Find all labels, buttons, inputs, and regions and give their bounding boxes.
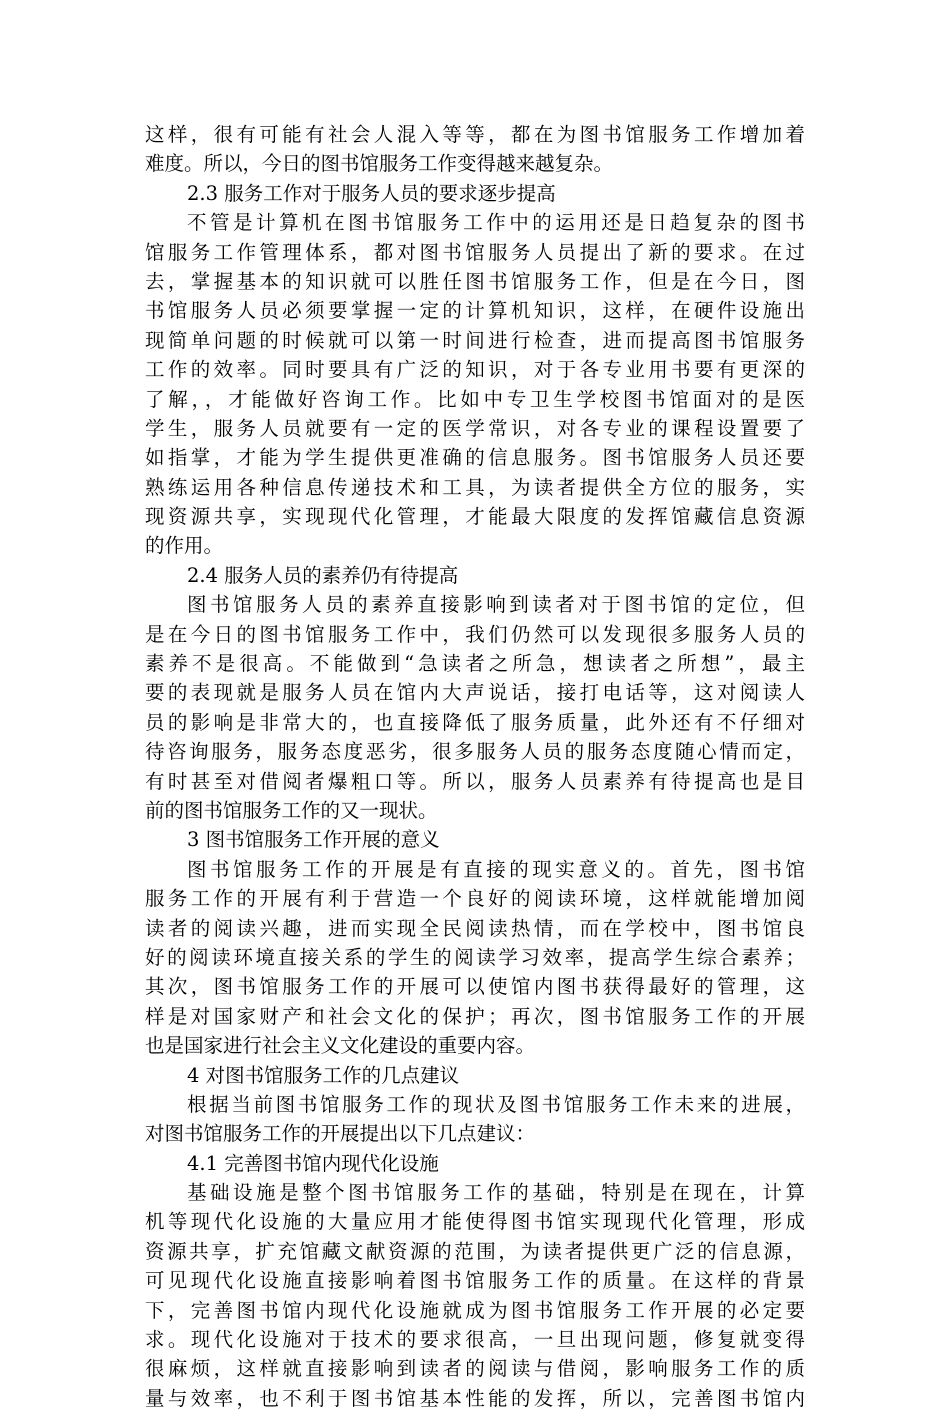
text-line: 的作用。 [145, 534, 224, 558]
text-line: 2.3 服务工作对于服务人员的要求逐步提高 [187, 181, 556, 205]
text-line: 学生，服务人员就要有一定的医学常识，对各专业的课程设置要了 [145, 416, 805, 440]
text-line: 4 对图书馆服务工作的几点建议 [187, 1063, 460, 1087]
text-line: 现简单问题的时候就可以第一时间进行检查，进而提高图书馆服务 [145, 328, 805, 352]
text-line: 可见现代化设施直接影响着图书馆服务工作的质量。在这样的背景 [145, 1269, 805, 1293]
text-line: 现资源共享，实现现代化管理，才能最大限度的发挥馆藏信息资源 [145, 505, 805, 529]
text-line: 这样，很有可能有社会人混入等等，都在为图书馆服务工作增加着 [145, 123, 805, 146]
text-line: 也是国家进行社会主义文化建设的重要内容。 [145, 1034, 536, 1058]
text-line: 员的影响是非常大的，也直接降低了服务质量，此外还有不仔细对 [145, 710, 805, 734]
text-line: 如指掌，才能为学生提供更准确的信息服务。图书馆服务人员还要 [145, 446, 805, 470]
text-line: 难度。所以，今日的图书馆服务工作变得越来越复杂。 [145, 152, 614, 176]
text-line: 待咨询服务，服务态度恶劣，很多服务人员的服务态度随心情而定， [145, 740, 805, 764]
text-line: 工作的效率。同时要具有广泛的知识，对于各专业用书要有更深的 [145, 358, 805, 382]
text-line: 量与效率，也不利于图书馆基本性能的发挥，所以，完善图书馆内 [145, 1386, 805, 1410]
text-line: 馆服务工作管理体系，都对图书馆服务人员提出了新的要求。在过 [145, 240, 805, 264]
text-line: 机等现代化设施的大量应用才能使得图书馆实现现代化管理，形成 [145, 1210, 805, 1234]
text-line: 很麻烦，这样就直接影响到读者的阅读与借阅，影响服务工作的质 [145, 1357, 805, 1381]
text-line: 求。现代化设施对于技术的要求很高，一旦出现问题，修复就变得 [145, 1328, 805, 1352]
text-line: 资源共享，扩充馆藏文献资源的范围，为读者提供更广泛的信息源， [145, 1239, 805, 1263]
text-line: 有时甚至对借阅者爆粗口等。所以，服务人员素养有待提高也是目 [145, 769, 805, 793]
text-line: 素养不是很高。不能做到“急读者之所急，想读者之所想”，最主 [145, 652, 805, 676]
document-page [145, 120, 805, 1413]
text-line: 2.4 服务人员的素养仍有待提高 [187, 563, 459, 587]
text-line: 熟练运用各种信息传递技术和工具，为读者提供全方位的服务，实 [145, 475, 805, 499]
text-line: 样是对国家财产和社会文化的保护；再次，图书馆服务工作的开展 [145, 1004, 805, 1028]
text-line: 是在今日的图书馆服务工作中，我们仍然可以发现很多服务人员的 [145, 622, 805, 646]
text-line: 书馆服务人员必须要掌握一定的计算机知识，这样，在硬件设施出 [145, 299, 805, 323]
text-line: 基础设施是整个图书馆服务工作的基础，特别是在现在，计算 [187, 1181, 805, 1205]
text-line: 要的表现就是服务人员在馆内大声说话，接打电话等，这对阅读人 [145, 681, 805, 705]
text-line: 下，完善图书馆内现代化设施就成为图书馆服务工作开展的必定要 [145, 1298, 805, 1322]
text-line: 其次，图书馆服务工作的开展可以使馆内图书获得最好的管理，这 [145, 975, 805, 999]
text-line: 前的图书馆服务工作的又一现状。 [145, 798, 438, 822]
text-line: 对图书馆服务工作的开展提出以下几点建议： [145, 1122, 536, 1146]
text-line: 了解，，才能做好咨询工作。比如中专卫生学校图书馆面对的是医 [145, 387, 805, 411]
text-line: 3 图书馆服务工作开展的意义 [187, 828, 440, 852]
text-line: 4.1 完善图书馆内现代化设施 [187, 1151, 439, 1175]
text-line: 去，掌握基本的知识就可以胜任图书馆服务工作，但是在今日，图 [145, 269, 805, 293]
text-line: 图书馆服务人员的素养直接影响到读者对于图书馆的定位，但 [187, 593, 805, 617]
text-line: 服务工作的开展有利于营造一个良好的阅读环境，这样就能增加阅 [145, 887, 805, 911]
text-line: 图书馆服务工作的开展是有直接的现实意义的。首先，图书馆 [187, 857, 805, 881]
text-line: 好的阅读环境直接关系的学生的阅读学习效率，提高学生综合素养； [145, 945, 805, 969]
text-line: 不管是计算机在图书馆服务工作中的运用还是日趋复杂的图书 [187, 211, 805, 235]
text-line: 根据当前图书馆服务工作的现状及图书馆服务工作未来的进展， [187, 1092, 805, 1116]
text-line: 读者的阅读兴趣，进而实现全民阅读热情，而在学校中，图书馆良 [145, 916, 805, 940]
